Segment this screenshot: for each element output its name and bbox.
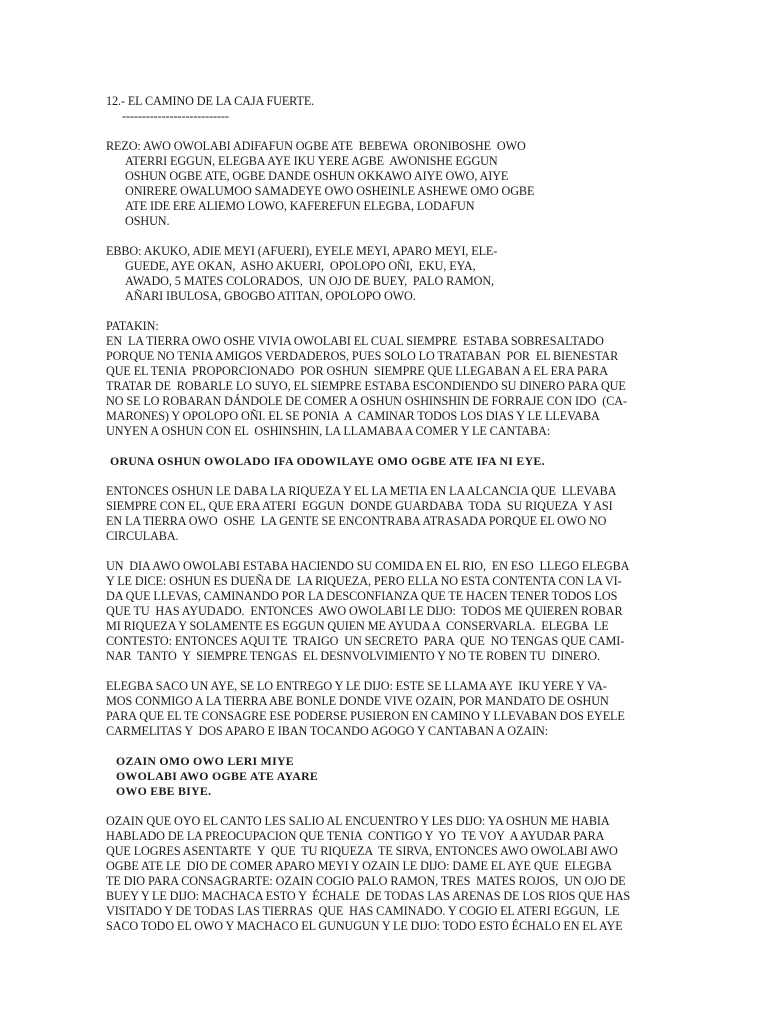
title-underline: --------------------------- (122, 109, 229, 123)
song-line: OWO EBE BIYE. (116, 784, 212, 798)
rezo-line: ONIRERE OWALUMOO SAMADEYE OWO OSHEINLE ASHEWE OMO OGBE (125, 184, 535, 198)
ebbo-line: EBBO: AKUKO, ADIE MEYI (AFUERI), EYELE MEYI, APARO MEYI, ELE- (106, 244, 498, 258)
rezo-line: OSHUN OGBE ATE, OGBE DANDE OSHUN OKKAWO AIYE OWO, AIYE (125, 169, 509, 183)
paragraph-line: MI RIQUEZA Y SOLAMENTE ES EGGUN QUIEN ME AYUDA A CONSERVARLA. ELEGBA LE (106, 619, 609, 633)
paragraph-line: CONTESTO: ENTONCES AQUI TE TRAIGO UN SECRETO PARA QUE NO TENGAS QUE CAMI- (106, 634, 625, 648)
document-page (106, 94, 666, 934)
paragraph-line: OGBE ATE LE DIO DE COMER APARO MEYI Y OZAIN LE DIJO: DAME EL AYE QUE ELEGBA (106, 859, 612, 873)
paragraph-line: UN DIA AWO OWOLABI ESTABA HACIENDO SU COMIDA EN EL RIO, EN ESO LLEGO ELEGBA (106, 559, 630, 573)
patakin-label: PATAKIN: (106, 319, 159, 333)
document-title: 12.- EL CAMINO DE LA CAJA FUERTE. (106, 94, 315, 108)
paragraph-line: OZAIN QUE OYO EL CANTO LES SALIO AL ENCUENTRO Y LES DIJO: YA OSHUN ME HABIA (106, 814, 610, 828)
paragraph (106, 679, 666, 739)
paragraph-line: PARA QUE EL TE CONSAGRE ESE PODERSE PUSIERON EN CAMINO Y LLEVABAN DOS EYELE (106, 709, 625, 723)
paragraph-line: VISITADO Y DE TODAS LAS TIERRAS QUE HAS CAMINADO. Y COGIO EL ATERI EGGUN, LE (106, 904, 620, 918)
paragraph-line: EN LA TIERRA OWO OSHE VIVIA OWOLABI EL CUAL SIEMPRE ESTABA SOBRESALTADO (106, 334, 604, 348)
ebbo-line: GUEDE, AYE OKAN, ASHO AKUERI, OPOLOPO OÑI, EKU, EYA, (125, 259, 476, 273)
paragraph-line: BUEY Y LE DIJO: MACHACA ESTO Y ÉCHALE DE TODAS LAS ARENAS DE LOS RIOS QUE HAS (106, 889, 631, 903)
rezo-line: REZO: AWO OWOLABI ADIFAFUN OGBE ATE BEBEWA ORONIBOSHE OWO (106, 139, 526, 153)
paragraph-line: SIEMPRE CON EL, QUE ERA ATERI EGGUN DONDE GUARDABA TODA SU RIQUEZA Y ASI (106, 499, 613, 513)
rezo-line: ATE IDE ERE ALIEMO LOWO, KAFEREFUN ELEGBA, LODAFUN (125, 199, 475, 213)
ebbo-section (106, 244, 666, 304)
paragraph-line: CIRCULABA. (106, 529, 179, 543)
ebbo-line: AWADO, 5 MATES COLORADOS, UN OJO DE BUEY, PALO RAMON, (125, 274, 494, 288)
paragraph-line: QUE EL TENIA PROPORCIONADO POR OSHUN SIEMPRE QUE LLEGABAN A EL ERA PARA (106, 364, 608, 378)
paragraph-line: ENTONCES OSHUN LE DABA LA RIQUEZA Y EL LA METIA EN LA ALCANCIA QUE LLEVABA (106, 484, 617, 498)
rezo-section (106, 139, 666, 229)
rezo-line: OSHUN. (125, 214, 170, 228)
paragraph-line: UNYEN A OSHUN CON EL OSHINSHIN, LA LLAMABA A COMER Y LE CANTABA: (106, 424, 551, 438)
paragraph-line: EN LA TIERRA OWO OSHE LA GENTE SE ENCONTRABA ATRASADA PORQUE EL OWO NO (106, 514, 607, 528)
paragraph (106, 484, 666, 544)
paragraph-line: HABLADO DE LA PREOCUPACION QUE TENIA CONTIGO Y YO TE VOY A AYUDAR PARA (106, 829, 605, 843)
paragraph-line: QUE LOGRES ASENTARTE Y QUE TU RIQUEZA TE SIRVA, ENTONCES AWO OWOLABI AWO (106, 844, 618, 858)
paragraph-line: MARONES) Y OPOLOPO OÑI. EL SE PONIA A CAMINAR TODOS LOS DIAS Y LE LLEVABA (106, 409, 600, 423)
paragraph-line: Y LE DICE: OSHUN ES DUEÑA DE LA RIQUEZA, PERO ELLA NO ESTA CONTENTA CON LA VI- (106, 574, 622, 588)
paragraph (106, 559, 666, 664)
patakin-section (106, 319, 666, 439)
paragraph-line: NO SE LO ROBARAN DÁNDOLE DE COMER A OSHUN OSHINSHIN DE FORRAJE CON IDO (CA- (106, 394, 627, 408)
song-block (106, 754, 666, 799)
paragraph-line: QUE TU HAS AYUDADO. ENTONCES AWO OWOLABI LE DIJO: TODOS ME QUIEREN ROBAR (106, 604, 623, 618)
paragraph-line: TE DIO PARA CONSAGRARTE: OZAIN COGIO PALO RAMON, TRES MATES ROJOS, UN OJO DE (106, 874, 626, 888)
song-line: OWOLABI AWO OGBE ATE AYARE (116, 769, 319, 783)
paragraph-line: TRATAR DE ROBARLE LO SUYO, EL SIEMPRE ESTABA ESCONDIENDO SU DINERO PARA QUE (106, 379, 626, 393)
rezo-line: ATERRI EGGUN, ELEGBA AYE IKU YERE AGBE AWONISHE EGGUN (125, 154, 498, 168)
paragraph (106, 814, 666, 934)
paragraph-line: DA QUE LLEVAS, CAMINANDO POR LA DESCONFIANZA QUE TE HACEN TENER TODOS LOS (106, 589, 618, 603)
paragraph-line: ELEGBA SACO UN AYE, SE LO ENTREGO Y LE DIJO: ESTE SE LLAMA AYE IKU YERE Y VA- (106, 679, 607, 693)
paragraph-line: NAR TANTO Y SIEMPRE TENGAS EL DESNVOLVIMIENTO Y NO TE ROBEN TU DINERO. (106, 649, 600, 663)
paragraph-line: MOS CONMIGO A LA TIERRA ABE BONLE DONDE VIVE OZAIN, POR MANDATO DE OSHUN (106, 694, 609, 708)
paragraph-line: CARMELITAS Y DOS APARO E IBAN TOCANDO AGOGO Y CANTABAN A OZAIN: (106, 724, 548, 738)
song-line: ORUNA OSHUN OWOLADO IFA ODOWILAYE OMO OGBE ATE IFA NI EYE. (110, 454, 545, 468)
paragraph-line: PORQUE NO TENIA AMIGOS VERDADEROS, PUES SOLO LO TRATABAN POR EL BIENESTAR (106, 349, 619, 363)
ebbo-line: AÑARI IBULOSA, GBOGBO ATITAN, OPOLOPO OWO. (125, 289, 416, 303)
song-line: OZAIN OMO OWO LERI MIYE (116, 754, 294, 768)
paragraph-line: SACO TODO EL OWO Y MACHACO EL GUNUGUN Y LE DIJO: TODO ESTO ÉCHALO EN EL AYE (106, 919, 623, 933)
